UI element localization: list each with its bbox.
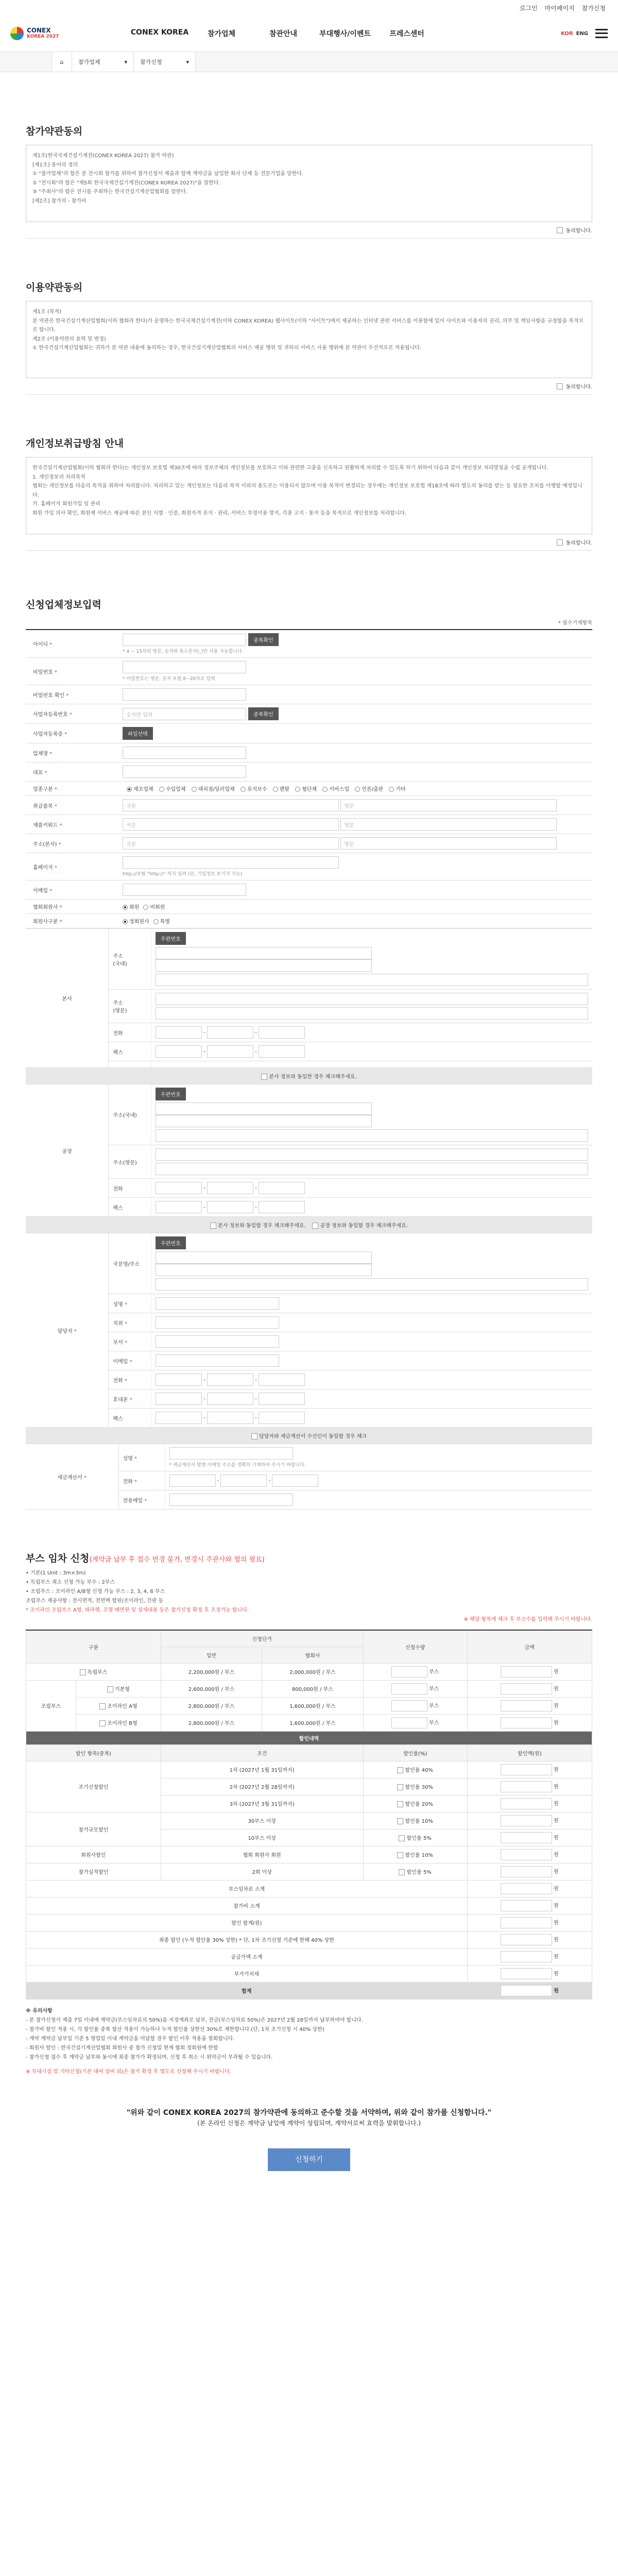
usage-terms-title: 이용약관동의 — [26, 282, 83, 293]
usage-terms-section — [26, 280, 592, 395]
nav-visitors[interactable]: 참관안내 — [269, 30, 298, 38]
logo-sub: KOREA 2027 — [27, 33, 59, 39]
nav-press[interactable]: 프레스센터 — [389, 30, 424, 38]
bizno-input[interactable]: 숫자만 입력 — [123, 708, 246, 720]
mypage-link[interactable]: 마이페이지 — [544, 4, 575, 12]
breadcrumb-depth1[interactable]: 참가업체 ▾ — [72, 52, 134, 72]
table-row: 조립부스 기본형 2,600,000원 / 부스 800,000원 / 부스 부스 원 — [26, 1680, 592, 1697]
homepage-input[interactable] — [123, 856, 339, 869]
id-check-button[interactable]: 중복확인 — [248, 633, 279, 646]
manager-block: 담당자 * 국문명/주소 우편번호 성명 * 직위 * 부서 * 이메일 * 전화 * - - 휴대폰 * - - 팩스 - - 담당자와 세금계산서 수신인이 동일할 경우 체크 — [26, 1233, 592, 1444]
submit-button[interactable]: 신청하기 — [268, 2148, 350, 2171]
home-icon[interactable]: ⌂ — [52, 52, 72, 72]
breadcrumb — [0, 52, 618, 72]
privacy-section — [26, 436, 592, 551]
pledge-text: "위와 같이 CONEX KOREA 2027의 참가약관에 동의하고 준수할 것을 서약하며, 위와 같이 참가를 신청합니다." (본 온라인 신청은 계약금 납입에 계약이 성립되며, 계약서로써 효력을 발휘합니다.) — [126, 2108, 492, 2127]
table-row: 독립부스 2,200,000원 / 부스 2,000,000원 / 부스 부스 원 — [26, 1663, 592, 1680]
site-logo[interactable] — [10, 27, 129, 40]
booth-title: 부스 임차 신청(계약금 납부 후 접수 번경 불가, 변경시 주관사와 협의 필요) — [26, 1553, 265, 1564]
nav-exhibitors[interactable]: 참가업체 — [207, 30, 236, 38]
applicant-form-section — [26, 597, 592, 1510]
lang-eng[interactable]: ENG — [576, 30, 588, 37]
breadcrumb-depth2[interactable]: 참가신청 ▾ — [134, 52, 196, 72]
nav-events[interactable]: 부대행사/이벤트 — [319, 30, 371, 38]
form-title: 신청업체정보입력 — [26, 599, 101, 611]
chevron-down-icon: ▾ — [124, 58, 127, 65]
table-row: 조이라인 A형 2,800,000원 / 부스 1,600,000원 / 부스 부스 원 — [26, 1697, 592, 1714]
zipcode-button[interactable]: 우편번호 — [156, 932, 186, 945]
agree-checkbox[interactable] — [557, 383, 563, 389]
privacy-agree: 동의합니다. — [26, 534, 592, 551]
terms-agree: 동의합니다. — [26, 222, 592, 239]
bizno-check-button[interactable]: 중복확인 — [248, 707, 279, 720]
usage-terms-agree: 동의합니다. — [26, 378, 592, 395]
privacy-title: 개인정보취급방침 안내 — [26, 438, 124, 449]
remarks: ※ 유의사항 - 본 참가신청서 제출 7일 이내에 계약금(부스임차료의 50%)을 지정계좌로 납부, 잔금(부스임차료 50%)은 2027년 2월 28일까지 납부하여야 합니다. - 참가비 할인 적용 시, 각 할인율 중복 합산 적용이 가능하나 누적 할인율 상한선 30%로 제한합니다.(단, 1차 조기신청 시 40% 상한) - 계약 계약금 납부일 기준 5 영업일 이내 계약금을 미납할 경우 할인 이후 적용을 철회합니다. - 회원사 할인 : 한국건설기계산업협회 회원사 중 참가 신청일 현재 협회 정회원에 한함 - 참가신청 접수 후 계약금 납부와 동시에 최종 참가가 확정되며, 신청 후 취소 시 위약금이 부과될 수 있습니다. ※ 부대시설 및 기타신청(기본 대여 장비 외)은 참가 확정 후 별도로 신청해 주시기 바랍니다. — [26, 2008, 363, 2075]
terms-box[interactable]: 제1조(한국국제건설기계전(CONEX KOREA 2027) 참가 약관) [제1조] 용어의 정의 ① "참가업체"라 함은 본 전시회 참가를 위하여 참가신청서 제출과 함께 계약금을 납입한 회사 단체 등 전문기업을 말한다. ② "전시회"라 함은 "제5회 한국국제건설기계전(CONEX KOREA 2027)"을 말한다. ③ "주최사"라 함은 전시를 주최하는 한국건설기계산업협회를 말한다. [제2조] 참가의 - 참가비 — [26, 145, 592, 222]
password-confirm-input[interactable] — [123, 688, 246, 701]
category-eng-input[interactable]: 영문 — [340, 799, 557, 811]
main-navigation — [129, 28, 561, 39]
booth-table: 구분 신청단가 신청수량 금액 일반 협회사 독립부스 2,200,000원 / 부스 2,000,000원 / 부스 부스 원 조립부스 기본형 2,600,000원 / 부스 800,000원 / 부스 부스 원 조이라인 A형 2,800,000원 / 부스 1,600,000원 / 부스 부스 원 조이라인 B형 2,800,000원 / 부스 1,600,000원 / 부스 부스 원 할인내역 할인 항목(중복) 조건 할인율(%) 할인액(원) 조기신청할인 1차 (2027년 1월 31일까지) 할인율 40% 원 2차 (2027년 2월 28일까지) 할인율 30% 원 3차 (2027년 3월 31일까지) 할인율 20% 원 참가규모할인 30부스 이상 할인율 10% 원 10부스 이상 할인율 5% 원 회원사할인 협회 회원사 회원 할인율 10% 원 참가실적할인 2회 이상 할인율 5% 원 부스임차료 소계 원 참가비 소계 원 할인 합계(원) 원 최종 할인 (누적 할인율 30% 상한) * 단, 1차 조기신청 기준에 한해 40% 상한 원 공급가액 소계 원 부가가치세 원 합계 원 — [26, 1630, 592, 1999]
privacy-box[interactable]: 한국건설기계산업협회(이하 협회라 한다)는 개인정보 보호법 제30조에 따라 정보주체의 개인정보를 보호하고 이와 관련한 고충을 신속하고 원활하게 처리할 수 있도록 하기 위하여 다음과 같이 개인정보 처리방침을 수립 공개합니다. 1. 개인정보의 처리목적 협회는 개인정보를 다음의 목적을 위하여 처리합니다. 처리하고 있는 개인정보는 다음의 목적 이외의 용도로는 이용되지 않으며 이용 목적이 변경되는 경우에는 개인정보 보호법 제18조에 따라 별도의 동의를 받는 등 필요한 조치를 이행할 예정입니다. 가. 홈페이지 회원가입 및 관리 회원 가입 의사 확인, 회원제 서비스 제공에 따른 본인 식별 · 인증, 회원자격 유지 · 관리, 서비스 부정이용 방지, 각종 고지 · 통지 등을 목적으로 개인정보를 처리합니다. — [26, 457, 592, 534]
radio[interactable] — [127, 787, 132, 792]
factory-block: 공장 주소(국내) 우편번호 주소(영문) 전화 - - 팩스 - - 본사 정보와 동일할 경우 체크해주세요. 공장 정보와 동일할 경우 체크해주세요. — [26, 1084, 592, 1233]
email-input[interactable] — [123, 884, 246, 896]
agree-checkbox[interactable] — [557, 539, 563, 546]
password-input[interactable] — [123, 661, 246, 673]
logo-icon — [10, 27, 24, 40]
total-input[interactable] — [501, 1985, 552, 1996]
business-type-radios: 제조업체 수입업체 대리점/딜러업체 유지보수 렌탈 협단체 서비스업 언론/출판 기타 — [118, 782, 592, 796]
applicant-form: 아이디 * 중복확인 * 4 ~ 15자의 영문, 숫자와 특수문자(_)만 사용 가능합니다. 비밀번호 * * 비밀번호는 영문, 숫자 포함 8~20자로 입력 비밀번호 확인 * 사업자등록번호 * 숫자만 입력 중복확인 사업자등록증 * 파일선택 업체명 * 대표 * 업종구분 * 제조업체 수입업체 대리점/딜러업체 유지보수 렌탈 협단체 서비스업 언론/출판 기타 취급품목 * 국문 영문 제품키워드 * 국문 영문 주소(본사) * 국문 영문 홈페이지 * http://포함 "http://" 까지 입력 (단, 기입정보 부기가 가능) 이메일 * 협회회원사 * 회원 비회원 회원사구분 * 정회원사 특별 — [26, 629, 592, 928]
id-input[interactable] — [123, 634, 246, 646]
category-kor-input[interactable]: 국문 — [123, 799, 339, 811]
lang-kor[interactable]: KOR — [561, 30, 573, 37]
language-switch — [561, 31, 588, 37]
required-note: * 필수기재항목 — [558, 620, 592, 626]
top-utility-bar — [0, 0, 618, 15]
agree-checkbox[interactable] — [557, 227, 563, 233]
booth-section — [26, 1551, 592, 2077]
booth-notes: • 기본(1 Unit : 3m×3m) • 독립부스 최소 신청 가능 부수 : 2부스 • 조립부스 : 조이라인 A/B형 신청 가능 부스 : 2, 3, 4, 6 부스 조립부스 제공사항 : 전시면적, 전면벽 합판/조이라인, 간판 등 * 조이라인 조립부스 A형, 파라펫, 조명 배면판 및 상세내용 등은 참가신청 확정 후 조정가능 합니다. ※ 해당 항목에 체크 후 부스수를 입력해 주시기 바랍니다. — [26, 1570, 592, 1622]
terms-title: 참가약관동의 — [26, 126, 83, 137]
hq-block: 본사 주소 (국내) 우편번호 주소 (영문) 전화 - - 팩스 - - 본사 정보와 동일한 경우 체크해주세요. — [26, 928, 592, 1084]
tax-block: 세금계산서 * 성명 * * 세금계산서 발행 이메일 주소를 정확히 기재하여 주시기 바랍니다. 전화 * - - 전용메일 * — [26, 1444, 592, 1510]
logo-main: CONEX — [27, 27, 51, 35]
file-select-button[interactable]: 파일선택 — [123, 727, 153, 740]
terms-section — [26, 124, 592, 239]
site-header — [0, 15, 618, 52]
ceo-input[interactable] — [123, 766, 246, 778]
chevron-down-icon: ▾ — [186, 58, 189, 65]
terms-line: 제1조(한국국제건설기계전(CONEX KOREA 2027) 참가 약관) — [32, 153, 174, 159]
apply-link[interactable]: 참가신청 — [581, 4, 606, 12]
nav-conex-korea[interactable]: CONEX KOREA — [130, 28, 189, 37]
company-input[interactable] — [123, 747, 246, 759]
hamburger-menu-icon[interactable] — [595, 29, 608, 38]
table-row: 조이라인 B형 2,800,000원 / 부스 1,600,000원 / 부스 부스 원 — [26, 1714, 592, 1731]
login-link[interactable]: 로그인 — [519, 4, 538, 12]
usage-terms-box[interactable]: 제1조 (목적) 본 약관은 한국건설기계산업협회(이하 협회라 한다)가 운영하는 한국국제건설기계전(이하 CONEX KOREA) 웹사이트(이하 "사이트")에서 제공하는 인터넷 관련 서비스를 이용함에 있어 사이트와 이용자의 권리, 의무 및 책임사항을 규정함을 목적으로 합니다. 제2조 (이용약관의 효력 및 변경) ① 한국건설기계산업협회는 귀하가 본 약관 내용에 동의하는 경우, 한국건설기계산업협회의 서비스 제공 행위 및 귀하의 서비스 사용 행위에 본 약관이 우선적으로 적용됩니다. — [26, 301, 592, 378]
